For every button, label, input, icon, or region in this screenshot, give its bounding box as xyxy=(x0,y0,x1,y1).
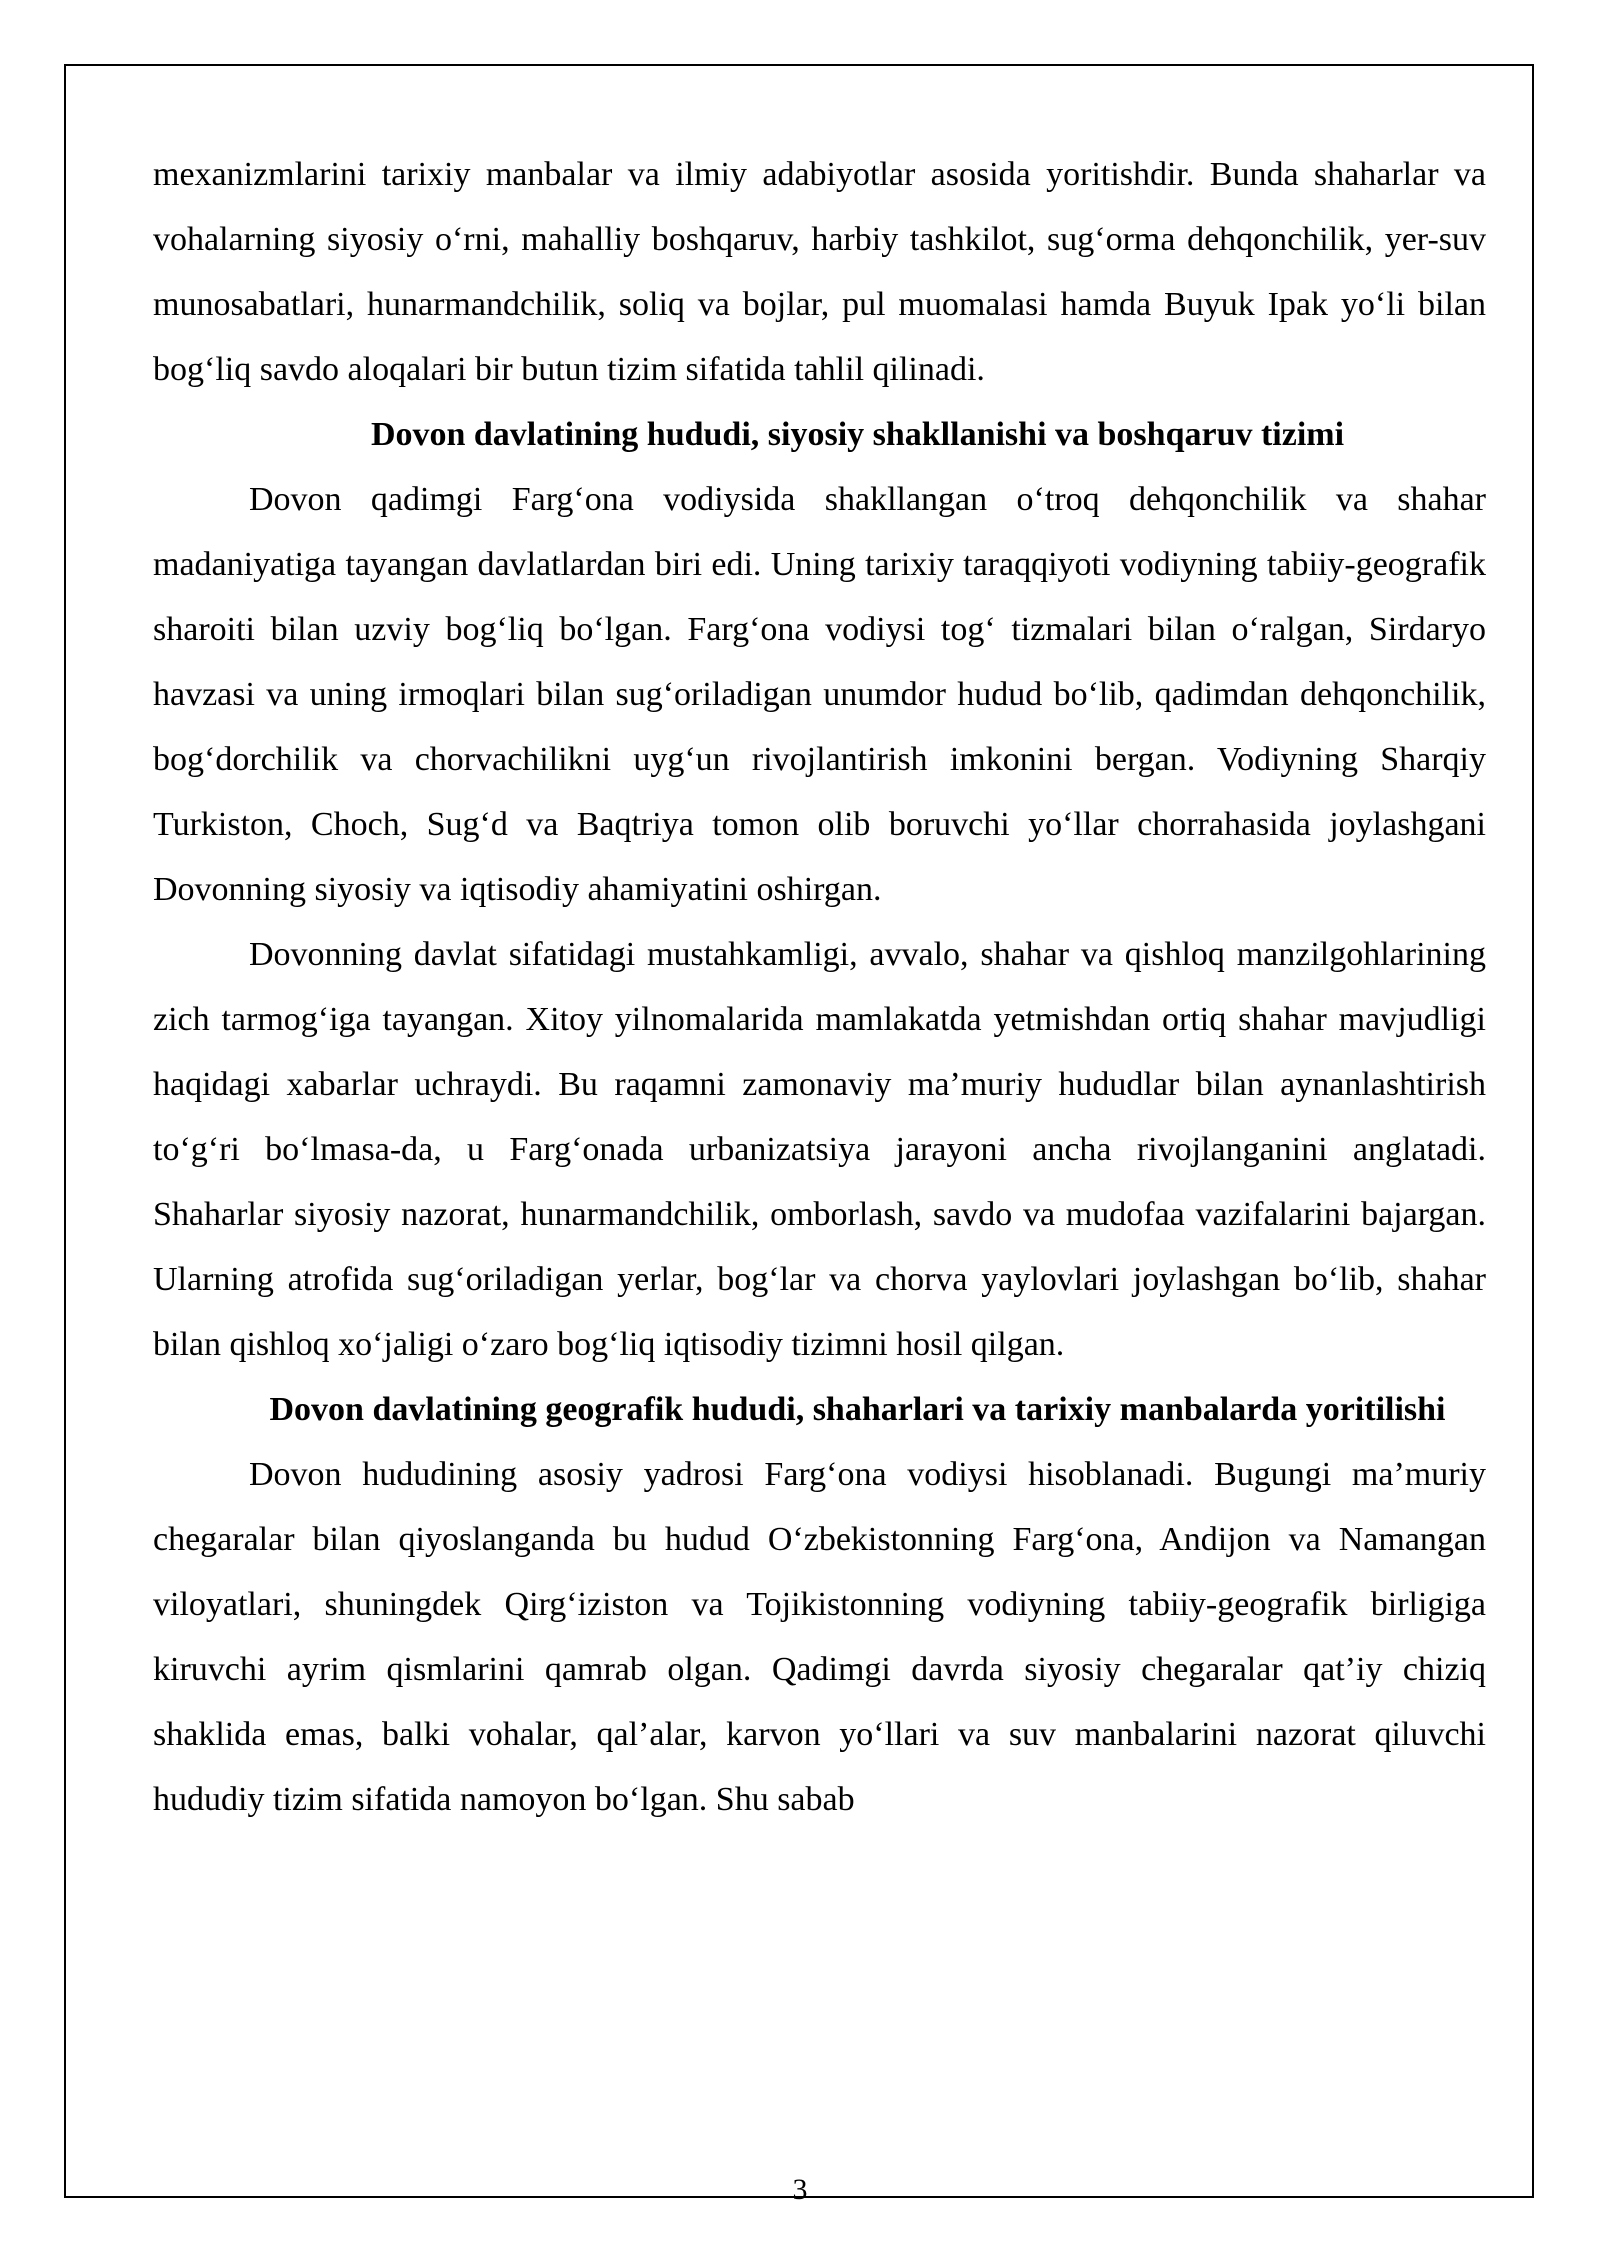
paragraph-territory-core: Dovon hududining asosiy yadrosi Farg‘ona vodiysi hisoblanadi. Bugungi ma’muriy chegaralar bilan qiyoslanganda bu hudud O‘zbekistonning Farg‘ona, Andijon va Namangan viloyatlari, shuningdek Qirg‘iziston va Tojikistonning vodiyning tabiiy-geografik birligiga kiruvchi ayrim qismlarini qamrab olgan. Qadimgi davrda siyosiy chegaralar qat’iy chiziq shaklida emas, balki vohalar, qal’alar, karvon yo‘llari va suv manbalarini nazorat qiluvchi hududiy tizim sifatida namoyon bo‘lgan. Shu sabab xyxy=(153,1456,1486,1818)
document-body xyxy=(153,142,1486,1832)
section-heading-territory-governance: Dovon davlatining hududi, siyosiy shakllanishi va boshqaruv tizimi xyxy=(370,416,1345,453)
paragraph-intro-continuation: mexanizmlarini tarixiy manbalar va ilmiy adabiyotlar asosida yoritishdir. Bunda shaharlar va vohalarning siyosiy o‘rni, mahalliy boshqaruv, harbiy tashkilot, sug‘orma dehqonchilik, yer-suv munosabatlari, hunarmandchilik, soliq va bojlar, pul muomalasi hamda Buyuk Ipak yo‘li bilan bog‘liq savdo aloqalari bir butun tizim sifatida tahlil qilinadi. xyxy=(153,156,1486,388)
paragraph-urban-network: Dovonning davlat sifatidagi mustahkamligi, avvalo, shahar va qishloq manzilgohlarining zich tarmog‘iga tayangan. Xitoy yilnomalarida mamlakatda yetmishdan ortiq shahar mavjudligi haqidagi xabarlar uchraydi. Bu raqamni zamonaviy ma’muriy hududlar bilan aynanlashtirish to‘g‘ri bo‘lmasa-da, u Farg‘onada urbanizatsiya jarayoni ancha rivojlanganini anglatadi. Shaharlar siyosiy nazorat, hunarmandchilik, omborlash, savdo va mudofaa vazifalarini bajargan. Ularning atrofida sug‘oriladigan yerlar, bog‘lar va chorva yaylovlari joylashgan bo‘lib, shahar bilan qishloq xo‘jaligi o‘zaro bog‘liq iqtisodiy tizimni hosil qilgan. xyxy=(153,936,1486,1363)
section-heading-geography-cities: Dovon davlatining geografik hududi, shaharlari va tarixiy manbalarda yoritilishi xyxy=(269,1391,1446,1428)
page-number: 3 xyxy=(792,2173,808,2206)
paragraph-fergana-valley: Dovon qadimgi Farg‘ona vodiysida shakllangan o‘troq dehqonchilik va shahar madaniyatiga tayangan davlatlardan biri edi. Uning tarixiy taraqqiyoti vodiyning tabiiy-geografik sharoiti bilan uzviy bog‘liq bo‘lgan. Farg‘ona vodiysi tog‘ tizmalari bilan o‘ralgan, Sirdaryo havzasi va uning irmoqlari bilan sug‘oriladigan unumdor hudud bo‘lib, qadimdan dehqonchilik, bog‘dorchilik va chorvachilikni uyg‘un rivojlantirish imkonini bergan. Vodiyning Sharqiy Turkiston, Choch, Sug‘d va Baqtriya tomon olib boruvchi yo‘llar chorrahasida joylashgani Dovonning siyosiy va iqtisodiy ahamiyatini oshirgan. xyxy=(153,481,1486,908)
